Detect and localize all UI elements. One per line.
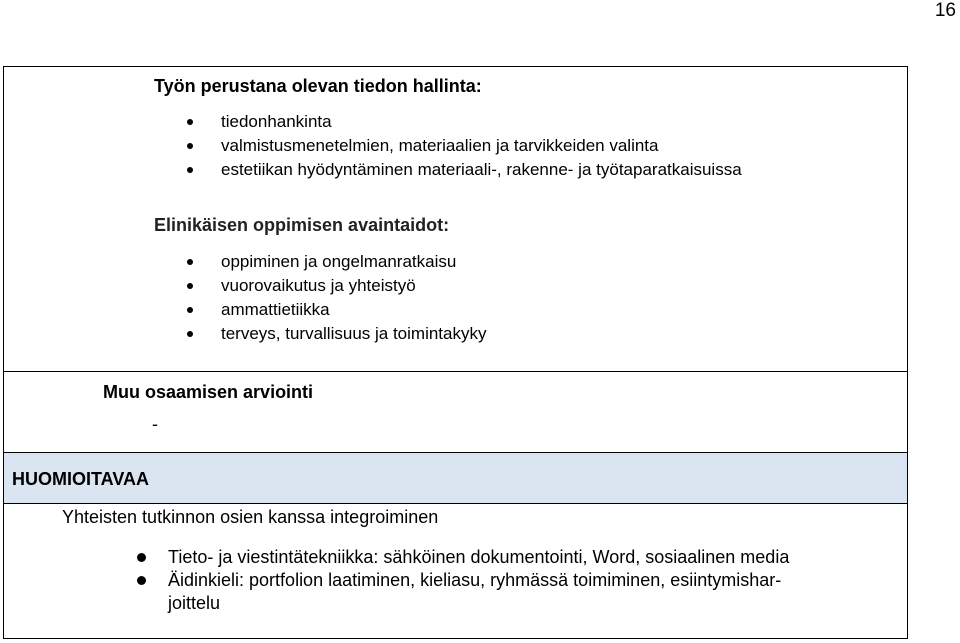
bullet-icon <box>187 307 193 313</box>
section-heading-key-skills: Elinikäisen oppimisen avaintaidot: <box>154 215 450 235</box>
list-item: Äidinkieli: portfolion laatiminen, kieliasu, ryhmässä toimiminen, esiintymishar- <box>168 569 789 592</box>
section-heading-knowledge: Työn perustana olevan tiedon hallinta: <box>154 76 482 96</box>
bullet-icon <box>187 119 193 125</box>
list-item: Tieto- ja viestintätekniikka: sähköinen dokumentointi, Word, sosiaalinen media <box>168 546 789 569</box>
bullet-icon <box>137 576 146 585</box>
list-item: tiedonhankinta <box>221 110 742 134</box>
row-divider <box>4 371 907 372</box>
page-number: 16 <box>934 0 956 21</box>
knowledge-list <box>221 110 742 182</box>
other-assessment-value: - <box>152 414 158 434</box>
bullet-icon <box>137 553 146 562</box>
list-item: valmistusmenetelmien, materiaalien ja tarvikkeiden valinta <box>221 134 742 158</box>
list-item-continuation: joittelu <box>168 593 221 613</box>
bullet-icon <box>187 259 193 265</box>
key-skills-list <box>221 250 486 346</box>
list-item: vuorovaikutus ja yhteistyö <box>221 274 486 298</box>
bullet-icon <box>187 331 193 337</box>
list-item: terveys, turvallisuus ja toimintakyky <box>221 322 486 346</box>
section-heading-other-assessment: Muu osaamisen arviointi <box>103 382 314 402</box>
bullet-icon <box>187 283 193 289</box>
list-item: ammattietiikka <box>221 298 486 322</box>
list-item: oppiminen ja ongelmanratkaisu <box>221 250 486 274</box>
bullet-icon <box>187 167 193 173</box>
notice-subheading: Yhteisten tutkinnon osien kanssa integroiminen <box>62 507 439 527</box>
notice-heading: HUOMIOITAVAA <box>12 469 149 489</box>
integration-list <box>168 546 789 615</box>
list-item: estetiikan hyödyntäminen materiaali-, rakenne- ja työtaparatkaisuissa <box>221 158 742 182</box>
bullet-icon <box>187 143 193 149</box>
